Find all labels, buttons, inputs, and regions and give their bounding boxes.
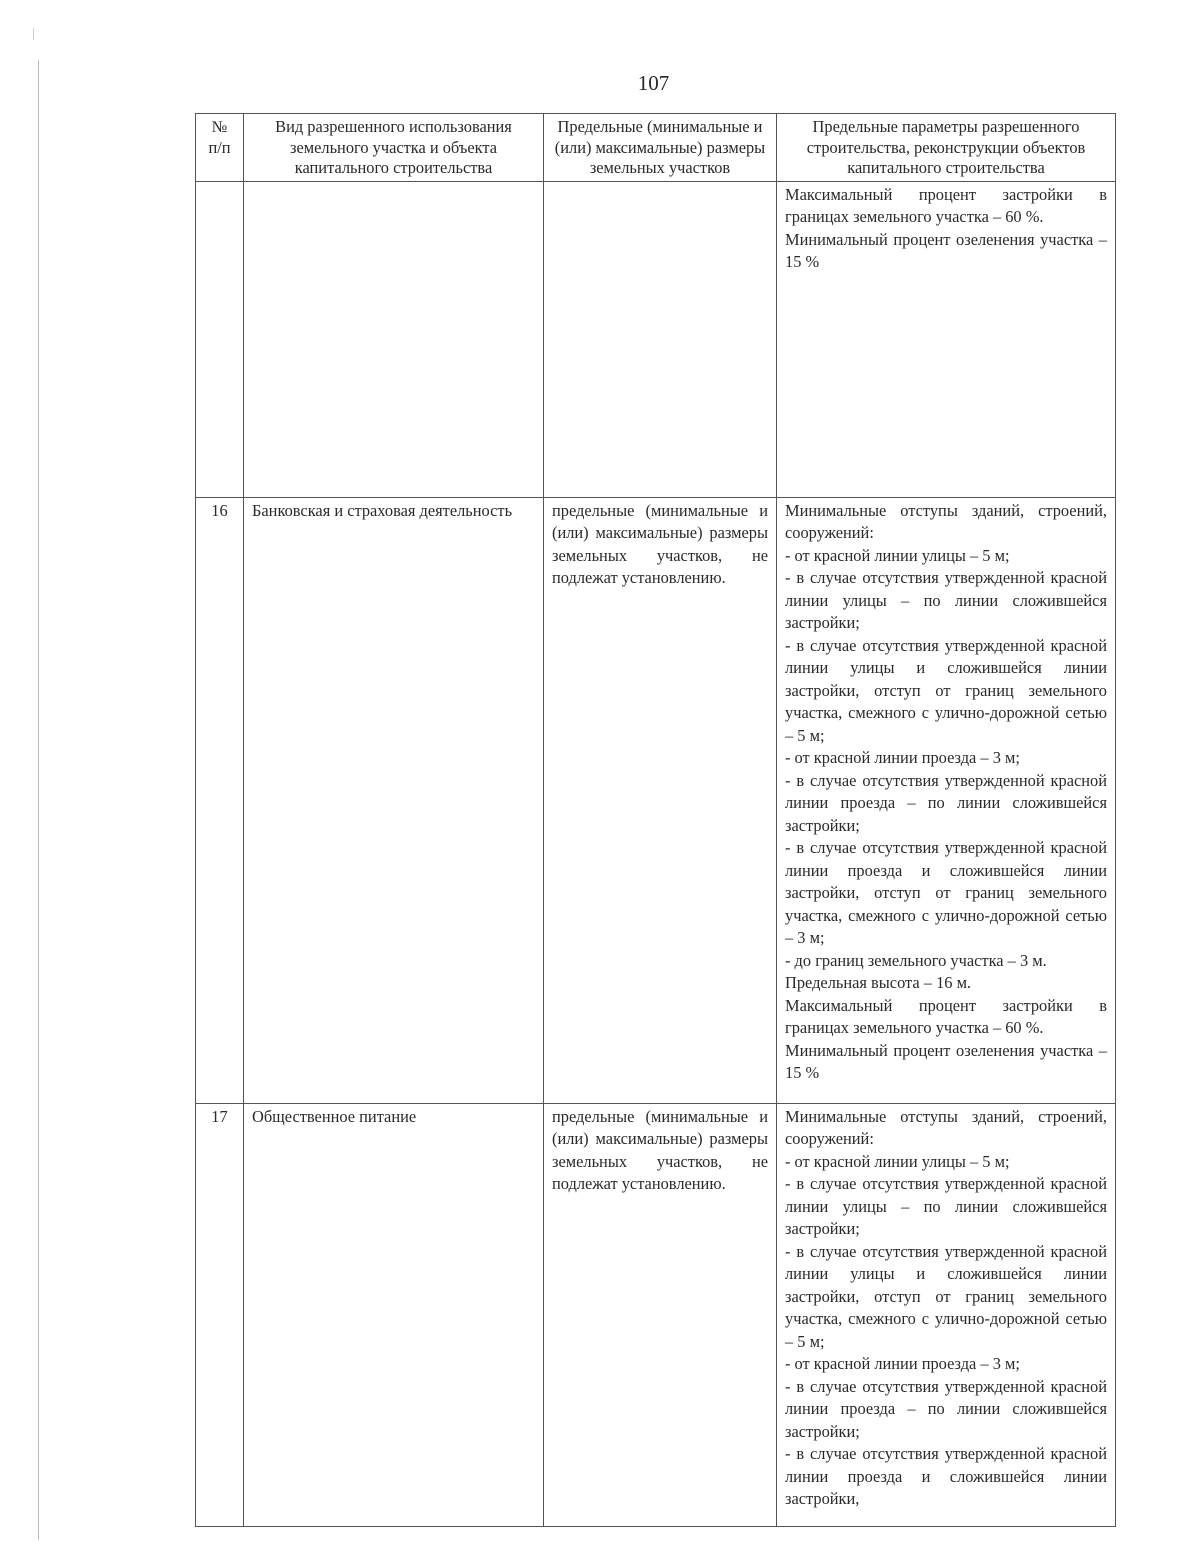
param-line: Минимальные отступы зданий, строений, сооружений: — [785, 500, 1107, 542]
row-number: 16 — [196, 497, 244, 1103]
table-row — [196, 181, 1116, 497]
table-row — [196, 497, 1116, 1103]
param-line: Максимальный процент застройки в границах земельного участка – 60 %. — [785, 995, 1107, 1037]
param-line: Минимальный процент озеленения участка – 15 % — [785, 229, 1107, 271]
row-number: 17 — [196, 1103, 244, 1526]
header-plot-sizes: Предельные (минимальные и (или) максимальные) размеры земельных участков — [544, 114, 777, 182]
param-line: - в случае отсутствия утвержденной красной линии проезда – по линии сложившейся застройки; — [785, 1376, 1107, 1441]
param-line: - в случае отсутствия утвержденной красной линии проезда – по линии сложившейся застройки; — [785, 770, 1107, 835]
param-line: - от красной линии проезда – 3 м; — [785, 748, 1020, 767]
table-header-row — [196, 114, 1116, 182]
param-line: - в случае отсутствия утвержденной красной линии улицы и сложившейся линии застройки, отступ от границ земельного участка, смежного с улично-дорожной сетью – 5 м; — [785, 635, 1107, 745]
row-build-params — [777, 1103, 1116, 1526]
param-line: - до границ земельного участка – 3 м. — [785, 950, 1047, 970]
row-build-params — [777, 181, 1116, 497]
param-line: - в случае отсутствия утвержденной красной линии улицы – по линии сложившейся застройки; — [785, 568, 1107, 632]
row-plot-sizes: предельные (минимальные и (или) максимальные) размеры земельных участков, не подлежат установлению. — [544, 1103, 777, 1526]
regulations-table — [195, 113, 1116, 1527]
scan-margin-mark — [33, 28, 34, 40]
param-line: Минимальный процент озеленения участка – 15 % — [785, 1040, 1107, 1082]
row-plot-sizes — [544, 181, 777, 497]
row-use-type: Банковская и страховая деятельность — [244, 497, 544, 1103]
param-line: - от красной линии улицы – 5 м; — [785, 1151, 1010, 1171]
table-row — [196, 1103, 1116, 1526]
row-number — [196, 181, 244, 497]
row-plot-sizes: предельные (минимальные и (или) максимальные) размеры земельных участков, не подлежат установлению. — [544, 497, 777, 1103]
header-number: № п/п — [196, 114, 244, 182]
param-line: - в случае отсутствия утвержденной красной линии улицы и сложившейся линии застройки, отступ от границ земельного участка, смежного с улично-дорожной сетью – 5 м; — [785, 1241, 1107, 1351]
row-use-type: Общественное питание — [244, 1103, 544, 1526]
param-line: - от красной линии проезда – 3 м; — [785, 1354, 1020, 1373]
header-use-type: Вид разрешенного использования земельного участка и объекта капитального строительства — [244, 114, 544, 182]
param-line: - в случае отсутствия утвержденной красной линии проезда и сложившейся линии застройки, отступ от границ земельного участка, смежного с улично-дорожной сетью – 3 м; — [785, 838, 1107, 947]
row-build-params — [777, 497, 1116, 1103]
param-line: Максимальный процент застройки в границах земельного участка – 60 %. — [785, 184, 1107, 226]
param-line: - в случае отсутствия утвержденной красной линии улицы – по линии сложившейся застройки; — [785, 1174, 1107, 1238]
scan-margin-line — [38, 60, 39, 1540]
header-build-params: Предельные параметры разрешенного строительства, реконструкции объектов капитального строительства — [777, 114, 1116, 182]
param-line: - от красной линии улицы – 5 м; — [785, 545, 1010, 565]
param-line: Минимальные отступы зданий, строений, сооружений: — [785, 1106, 1107, 1148]
param-line: - в случае отсутствия утвержденной красной линии проезда и сложившейся линии застройки, — [785, 1444, 1107, 1508]
param-line: Предельная высота – 16 м. — [785, 973, 972, 992]
row-use-type — [244, 181, 544, 497]
page-number: 107 — [637, 71, 670, 95]
